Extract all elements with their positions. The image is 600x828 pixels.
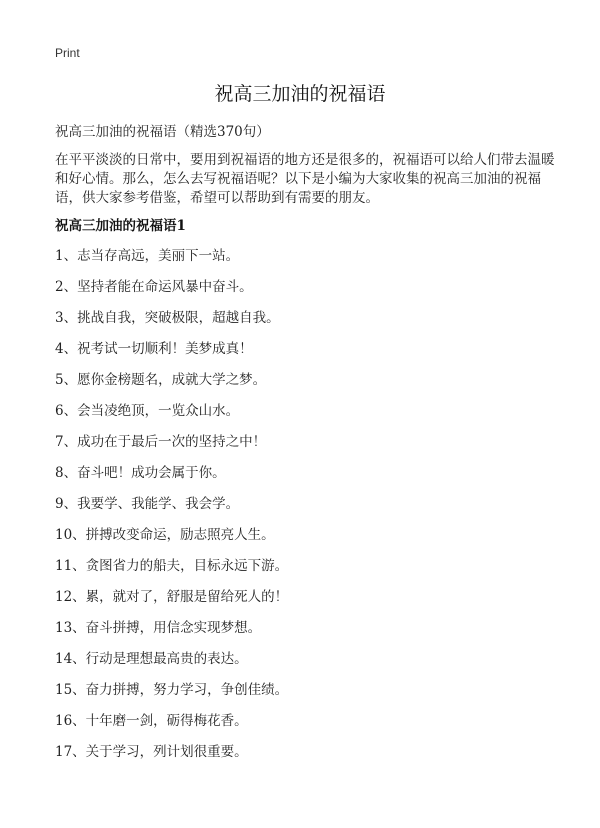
blessing-list (55, 247, 288, 774)
list-item: 2、坚持者能在命运风暴中奋斗。 (55, 279, 253, 295)
page-title: 祝高三加油的祝福语 (214, 83, 386, 105)
list-item: 9、我要学、我能学、我会学。 (55, 496, 240, 512)
print-link[interactable]: Print (55, 46, 80, 60)
list-item: 4、祝考试一切顺利！美梦成真！ (55, 341, 253, 357)
section-heading: 祝高三加油的祝福语1 (55, 218, 186, 234)
list-item: 1、志当存高远，美丽下一站。 (55, 248, 240, 264)
list-item: 15、奋力拼搏，努力学习，争创佳绩。 (55, 682, 289, 698)
list-item: 3、挑战自我，突破极限，超越自我。 (55, 310, 280, 326)
list-item: 11、贪图省力的船夫，目标永远下游。 (55, 558, 289, 574)
list-item: 13、奋斗拼搏，用信念实现梦想。 (55, 620, 262, 636)
list-item: 8、奋斗吧！成功会属于你。 (55, 465, 226, 481)
list-item: 16、十年磨一剑，砺得梅花香。 (55, 713, 248, 729)
list-item: 10、拼搏改变命运，励志照亮人生。 (55, 527, 275, 543)
list-item: 12、累，就对了，舒服是留给死人的！ (55, 589, 289, 605)
list-item: 6、会当凌绝顶，一览众山水。 (55, 403, 240, 419)
list-item: 14、行动是理想最高贵的表达。 (55, 651, 248, 667)
intro-paragraph: 在平平淡淡的日常中，要用到祝福语的地方还是很多的，祝福语可以给人们带去温暖和好心情。那么，怎么去写祝福语呢？以下是小编为大家收集的祝高三加油的祝福语，供大家参考借鉴，希望可以帮助到有需要的朋友。 (55, 152, 555, 206)
list-item: 7、成功在于最后一次的坚持之中！ (55, 434, 267, 450)
list-item: 5、愿你金榜题名，成就大学之梦。 (55, 372, 267, 388)
page-subtitle: 祝高三加油的祝福语（精选370句） (55, 124, 270, 140)
list-item: 17、关于学习，列计划很重要。 (55, 744, 248, 760)
